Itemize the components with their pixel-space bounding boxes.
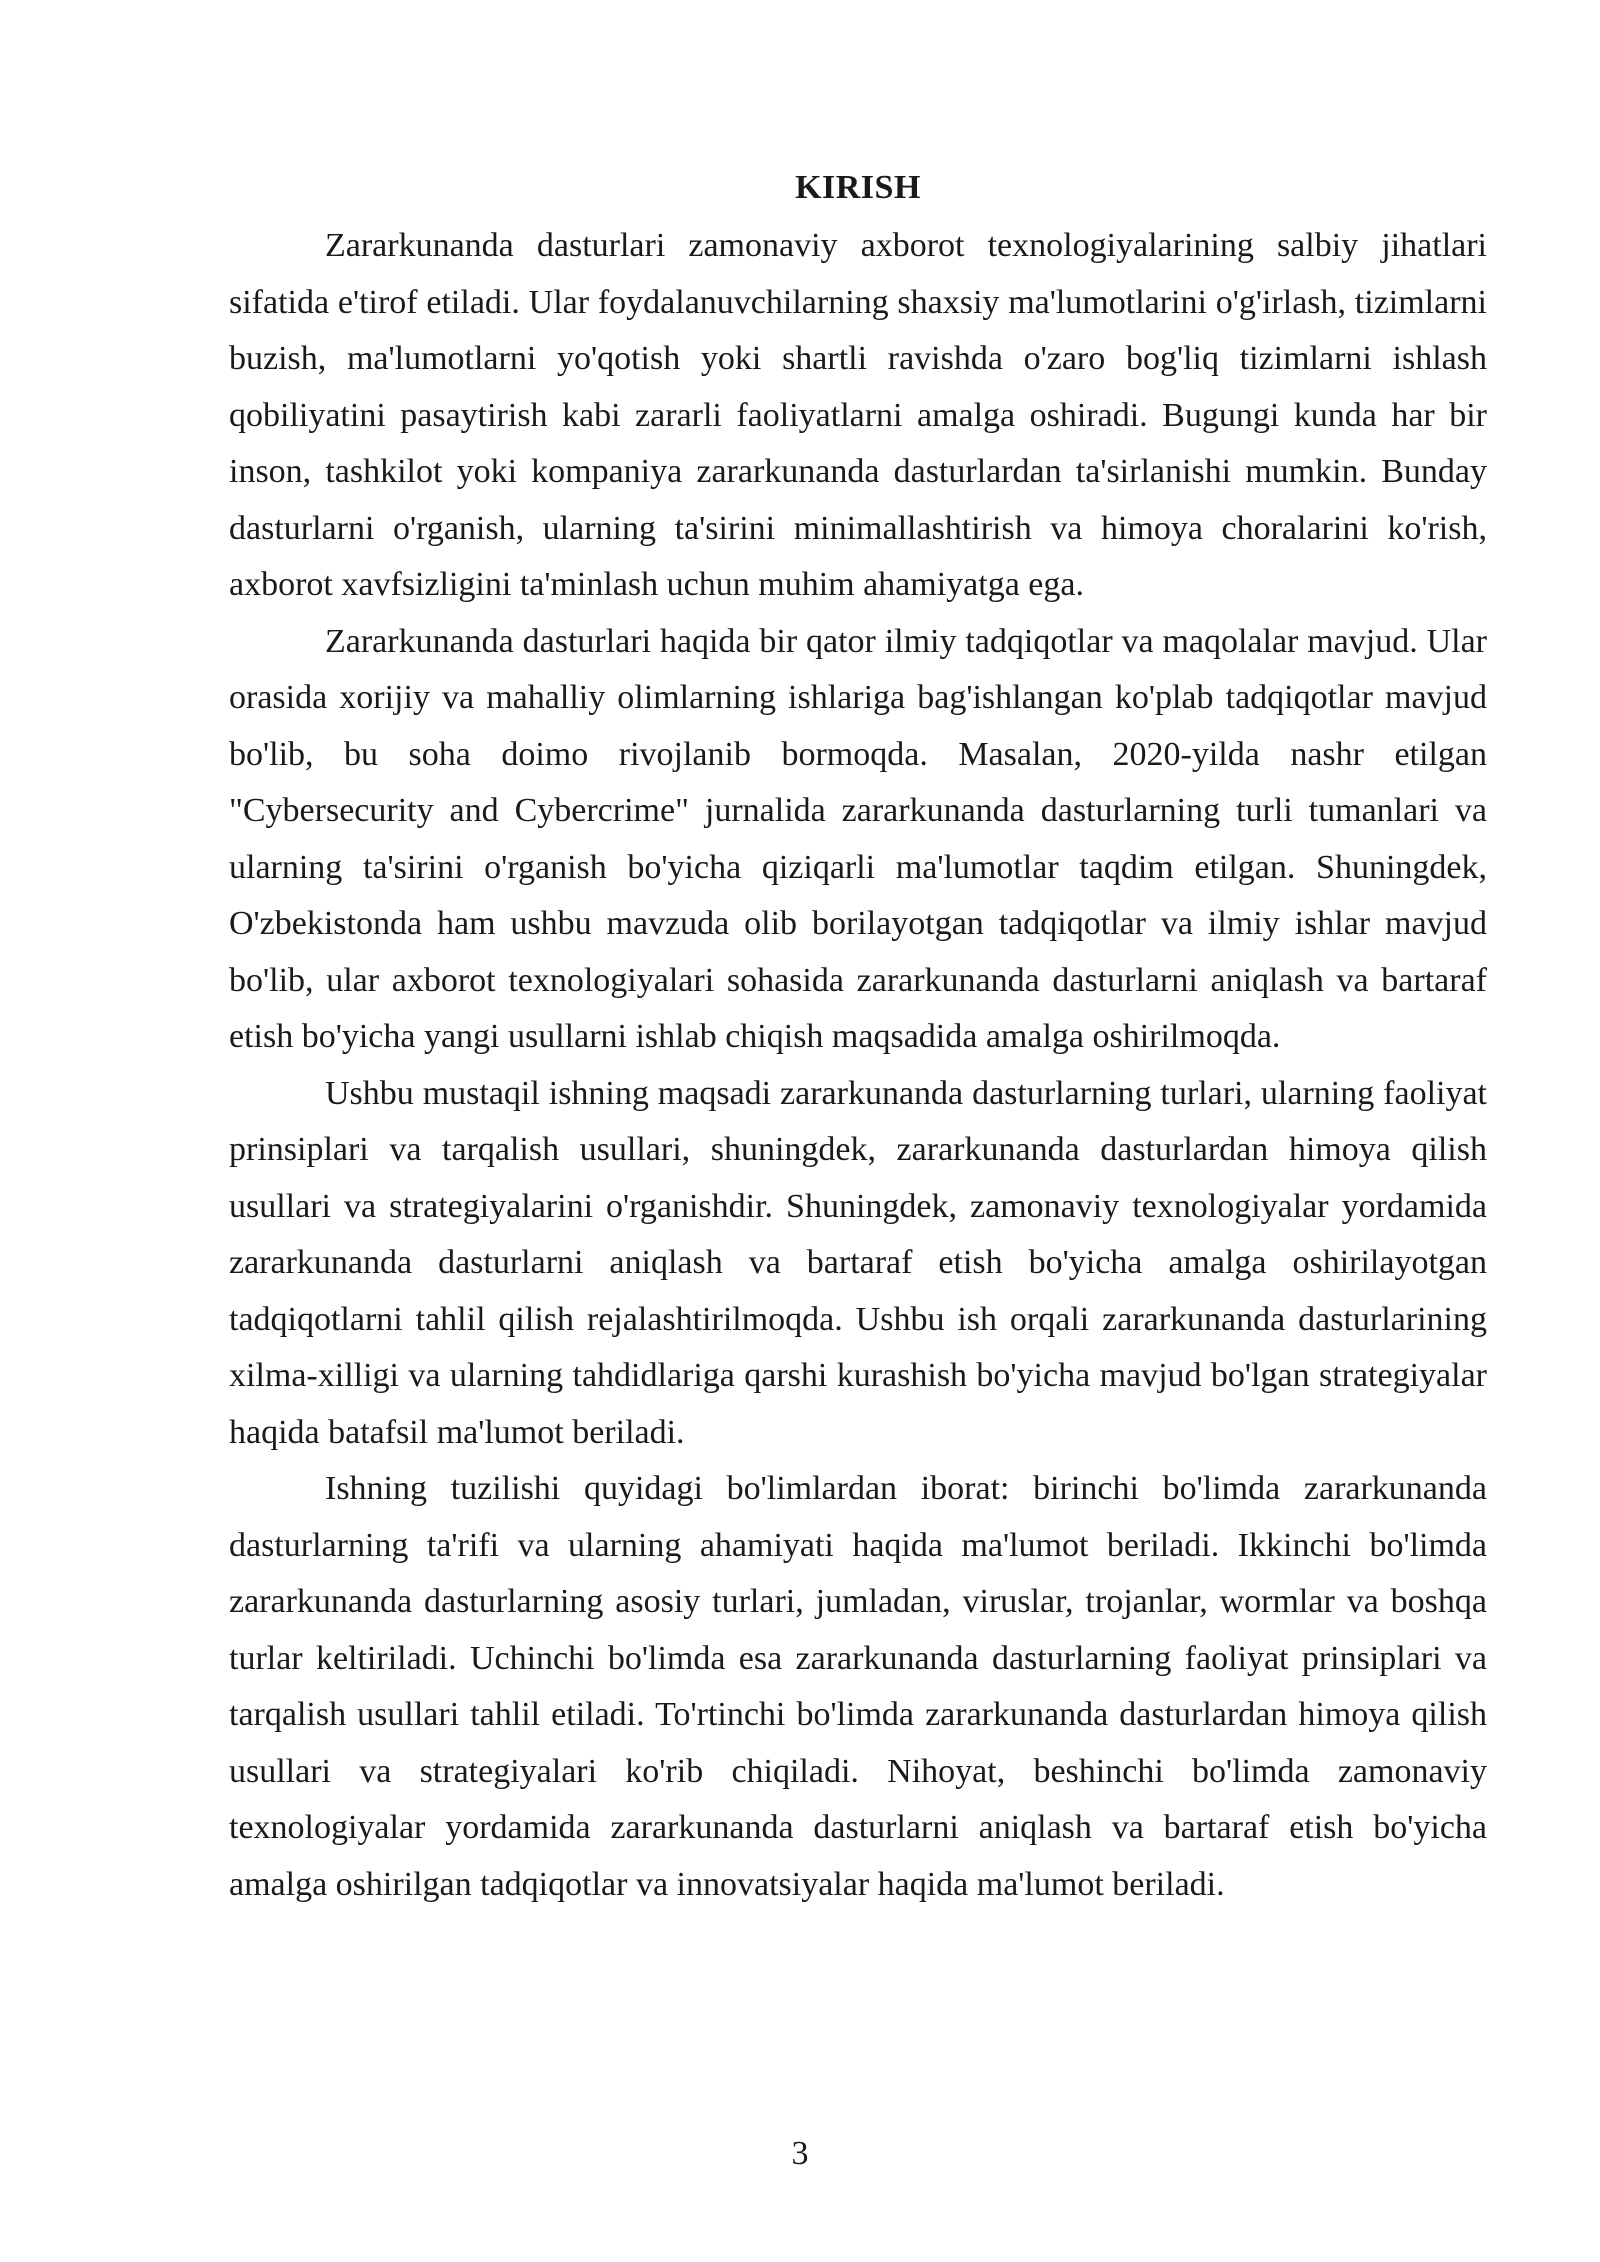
paragraph-4: Ishning tuzilishi quyidagi bo'limlardan iborat: birinchi bo'limda zararkunanda dasturlarning ta'rifi va ularning ahamiyati haqida ma'lumot beriladi. Ikkinchi bo'limda zararkunanda dasturlarning asosiy turlari, jumladan, viruslar, trojanlar, wormlar va boshqa turlar keltiriladi. Uchinchi bo'limda esa zararkunanda dasturlarning faoliyat prinsiplari va tarqalish usullari tahlil etiladi. To'rtinchi bo'limda zararkunanda dasturlardan himoya qilish usullari va strategiyalari ko'rib chiqiladi. Nihoyat, beshinchi bo'limda zamonaviy texnologiyalar yordamida zararkunanda dasturlarni aniqlash va bartaraf etish bo'yicha amalga oshirilgan tadqiqotlar va innovatsiyalar haqida ma'lumot beriladi. (229, 1470, 1487, 1903)
paragraph-3: Ushbu mustaqil ishning maqsadi zararkunanda dasturlarning turlari, ularning faoliyat prinsiplari va tarqalish usullari, shuningdek, zararkunanda dasturlardan himoya qilish usullari va strategiyalarini o'rganishdir. Shuningdek, zamonaviy texnologiyalar yordamida zararkunanda dasturlarni aniqlash va bartaraf etish bo'yicha amalga oshirilayotgan tadqiqotlarni tahlil qilish rejalashtirilmoqda. Ushbu ish orqali zararkunanda dasturlarining xilma-xilligi va ularning tahdidlariga qarshi kurashish bo'yicha mavjud bo'lgan strategiyalar haqida batafsil ma'lumot beriladi. (229, 1074, 1487, 1451)
paragraph-1: Zararkunanda dasturlari zamonaviy axborot texnologiyalarining salbiy jihatlari sifatida e'tirof etiladi. Ular foydalanuvchilarning shaxsiy ma'lumotlarini o'g'irlash, tizimlarni buzish, ma'lumotlarni yo'qotish yoki shartli ravishda o'zaro bog'liq tizimlarni ishlash qobiliyatini pasaytirish kabi zararli faoliyatlarni amalga oshiradi. Bugungi kunda har bir inson, tashkilot yoki kompaniya zararkunanda dasturlardan ta'sirlanishi mumkin. Bunday dasturlarni o'rganish, ularning ta'sirini minimallashtirish va himoya choralarini ko'rish, axborot xavfsizligini ta'minlash uchun muhim ahamiyatga ega. (229, 227, 1487, 603)
section-title: KIRISH (795, 169, 921, 206)
page-content (229, 160, 1487, 1913)
page-number: 3 (791, 2135, 809, 2172)
paragraph-2: Zararkunanda dasturlari haqida bir qator ilmiy tadqiqotlar va maqolalar mavjud. Ular orasida xorijiy va mahalliy olimlarning ishlariga bag'ishlangan ko'plab tadqiqotlar mavjud bo'lib, bu soha doimo rivojlanib bormoqda. Masalan, 2020-yilda nashr etilgan "Cybersecurity and Cybercrime" jurnalida zararkunanda dasturlarning turli tumanlari va ularning ta'sirini o'rganish bo'yicha qiziqarli ma'lumotlar taqdim etilgan. Shuningdek, O'zbekistonda ham ushbu mavzuda olib borilayotgan tadqiqotlar va ilmiy ishlar mavjud bo'lib, ular axborot texnologiyalari sohasida zararkunanda dasturlarni aniqlash va bartaraf etish bo'yicha yangi usullarni ishlab chiqish maqsadida amalga oshirilmoqda. (229, 622, 1487, 1055)
